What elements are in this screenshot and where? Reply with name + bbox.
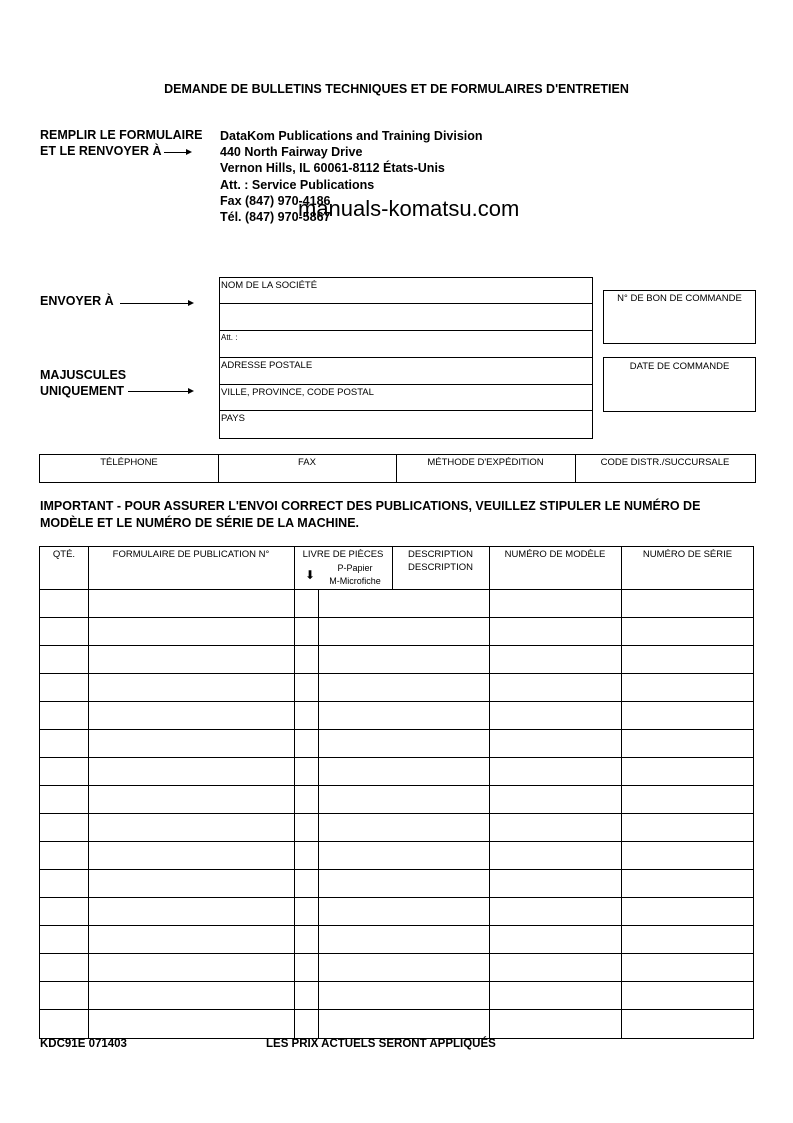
- description-cell[interactable]: [318, 898, 489, 926]
- phone-field[interactable]: TÉLÉPHONE: [100, 457, 158, 468]
- form-number-cell[interactable]: [88, 814, 294, 842]
- table-row: [40, 926, 754, 954]
- form-number-cell[interactable]: [88, 618, 294, 646]
- description-cell[interactable]: [318, 1010, 489, 1038]
- form-number-cell[interactable]: [88, 898, 294, 926]
- form-number-cell[interactable]: [88, 926, 294, 954]
- description-cell[interactable]: [318, 646, 489, 674]
- description-cell[interactable]: [318, 870, 489, 898]
- description-cell[interactable]: [318, 954, 489, 982]
- serial-number-cell[interactable]: [621, 842, 754, 870]
- company-field[interactable]: NOM DE LA SOCIÉTÉ: [221, 280, 318, 291]
- table-row: [40, 674, 754, 702]
- address-line: 440 North Fairway Drive: [220, 145, 363, 160]
- serial-number-cell[interactable]: [621, 674, 754, 702]
- table-row: [40, 730, 754, 758]
- fax-field[interactable]: FAX: [298, 457, 316, 468]
- model-number-cell[interactable]: [489, 730, 621, 758]
- serial-number-cell[interactable]: [621, 870, 754, 898]
- table-row: [40, 618, 754, 646]
- parts-type-cell[interactable]: [294, 674, 318, 702]
- qty-cell[interactable]: [40, 646, 88, 674]
- order-number-field[interactable]: [603, 290, 756, 344]
- send-to-label: ENVOYER À: [40, 294, 114, 308]
- table-row: [40, 898, 754, 926]
- header-qty: QTÉ.: [52, 549, 76, 560]
- parts-type-cell[interactable]: [294, 646, 318, 674]
- description-cell[interactable]: [318, 674, 489, 702]
- header-description: DESCRIPTION: [408, 549, 473, 560]
- table-row: [40, 1010, 754, 1038]
- address-line: Tél. (847) 970-5867: [220, 210, 331, 225]
- parts-type-cell[interactable]: [294, 814, 318, 842]
- table-row: [40, 842, 754, 870]
- arrow-icon: [164, 152, 190, 153]
- model-number-cell[interactable]: [489, 786, 621, 814]
- form-number-cell[interactable]: [88, 758, 294, 786]
- form-number-cell[interactable]: [88, 982, 294, 1010]
- model-number-cell[interactable]: [489, 954, 621, 982]
- serial-number-cell[interactable]: [621, 730, 754, 758]
- order-date-field[interactable]: [603, 357, 756, 412]
- form-code: KDC91E 071403: [40, 1038, 127, 1050]
- qty-cell[interactable]: [40, 590, 88, 618]
- qty-cell[interactable]: [40, 982, 88, 1010]
- paper-option: P-Papier: [337, 563, 373, 573]
- model-number-cell[interactable]: [489, 674, 621, 702]
- postal-address-field[interactable]: ADRESSE POSTALE: [221, 360, 313, 371]
- serial-number-cell[interactable]: [621, 758, 754, 786]
- model-number-cell[interactable]: [489, 870, 621, 898]
- parts-type-cell[interactable]: [294, 590, 318, 618]
- table-row: [40, 982, 754, 1010]
- serial-number-cell[interactable]: [621, 982, 754, 1010]
- serial-number-cell[interactable]: [621, 814, 754, 842]
- serial-number-cell[interactable]: [621, 646, 754, 674]
- table-row: [40, 870, 754, 898]
- serial-number-cell[interactable]: [621, 1010, 754, 1038]
- model-number-cell[interactable]: [489, 590, 621, 618]
- address-line: DataKom Publications and Training Division: [220, 129, 483, 143]
- model-number-cell[interactable]: [489, 758, 621, 786]
- form-number-cell[interactable]: [88, 954, 294, 982]
- qty-cell[interactable]: [40, 618, 88, 646]
- instruction-line2: ET LE RENVOYER À: [40, 144, 162, 158]
- down-arrow-icon: ⬇: [305, 568, 316, 582]
- branch-code-field[interactable]: CODE DISTR./SUCCURSALE: [600, 457, 730, 468]
- description-cell[interactable]: [318, 926, 489, 954]
- parts-type-cell[interactable]: [294, 926, 318, 954]
- order-number-label: N° DE BON DE COMMANDE: [617, 293, 742, 304]
- qty-cell[interactable]: [40, 702, 88, 730]
- table-row: [40, 590, 754, 618]
- table-row: [40, 758, 754, 786]
- form-number-cell[interactable]: [88, 674, 294, 702]
- parts-type-cell[interactable]: [294, 702, 318, 730]
- address-line: Vernon Hills, IL 60061-8112 États-Unis: [220, 161, 445, 176]
- description-cell[interactable]: [318, 590, 489, 618]
- header-form-number: FORMULAIRE DE PUBLICATION N°: [112, 549, 270, 560]
- header-model-number: NUMÉRO DE MODÈLE: [504, 549, 606, 560]
- model-number-cell[interactable]: [489, 1010, 621, 1038]
- model-number-cell[interactable]: [489, 926, 621, 954]
- form-number-cell[interactable]: [88, 842, 294, 870]
- description-cell[interactable]: [318, 982, 489, 1010]
- parts-type-cell[interactable]: [294, 618, 318, 646]
- qty-cell[interactable]: [40, 786, 88, 814]
- description-cell[interactable]: [318, 702, 489, 730]
- header-parts-book: LIVRE DE PIÈCES: [302, 549, 384, 560]
- qty-cell[interactable]: [40, 1010, 88, 1038]
- description-cell[interactable]: [318, 814, 489, 842]
- city-field[interactable]: VILLE, PROVINCE, CODE POSTAL: [221, 387, 374, 398]
- parts-type-cell[interactable]: [294, 786, 318, 814]
- caps-line1: MAJUSCULES: [40, 368, 127, 382]
- arrow-icon: [128, 391, 192, 392]
- table-row: [40, 702, 754, 730]
- shipping-method-field[interactable]: MÉTHODE D'EXPÉDITION: [427, 457, 544, 468]
- table-row: [40, 786, 754, 814]
- description-cell[interactable]: [318, 730, 489, 758]
- prices-note: LES PRIX ACTUELS SERONT APPLIQUÉS: [266, 1038, 496, 1050]
- watermark: manuals-komatsu.com: [298, 196, 520, 221]
- parts-type-cell[interactable]: [294, 898, 318, 926]
- serial-number-cell[interactable]: [621, 954, 754, 982]
- description-cell[interactable]: [318, 618, 489, 646]
- serial-number-cell[interactable]: [621, 786, 754, 814]
- country-field[interactable]: PAYS: [221, 413, 245, 424]
- qty-cell[interactable]: [40, 814, 88, 842]
- model-number-cell[interactable]: [489, 982, 621, 1010]
- form-number-cell[interactable]: [88, 646, 294, 674]
- parts-type-cell[interactable]: [294, 758, 318, 786]
- parts-type-cell[interactable]: [294, 730, 318, 758]
- form-number-cell[interactable]: [88, 702, 294, 730]
- qty-cell[interactable]: [40, 842, 88, 870]
- address-line: Att. : Service Publications: [220, 177, 375, 192]
- qty-cell[interactable]: [40, 954, 88, 982]
- model-number-cell[interactable]: [489, 814, 621, 842]
- parts-type-cell[interactable]: [294, 982, 318, 1010]
- parts-type-cell[interactable]: [294, 954, 318, 982]
- address-line: Fax (847) 970-4186: [220, 193, 331, 208]
- form-number-cell[interactable]: [88, 786, 294, 814]
- important-line1: IMPORTANT - POUR ASSURER L'ENVOI CORRECT DES PUBLICATIONS, VEUILLEZ STIPULER LE NUMÉRO DE: [40, 499, 701, 513]
- important-line2: MODÈLE ET LE NUMÉRO DE SÉRIE DE LA MACHINE.: [40, 516, 360, 530]
- caps-line2: UNIQUEMENT: [40, 384, 125, 398]
- parts-type-cell[interactable]: [294, 1010, 318, 1038]
- instruction-line1: REMPLIR LE FORMULAIRE: [40, 128, 203, 142]
- table-row: [40, 814, 754, 842]
- form-number-cell[interactable]: [88, 870, 294, 898]
- qty-cell[interactable]: [40, 758, 88, 786]
- company-field-line2[interactable]: [221, 306, 591, 328]
- qty-cell[interactable]: [40, 926, 88, 954]
- qty-cell[interactable]: [40, 870, 88, 898]
- serial-number-cell[interactable]: [621, 590, 754, 618]
- serial-number-cell[interactable]: [621, 702, 754, 730]
- page-title: DEMANDE DE BULLETINS TECHNIQUES ET DE FORMULAIRES D'ENTRETIEN: [164, 82, 629, 96]
- arrow-icon: [120, 303, 192, 304]
- header-description-2: DESCRIPTION: [408, 562, 473, 573]
- header-serial-number: NUMÉRO DE SÉRIE: [642, 549, 733, 560]
- table-row: [40, 646, 754, 674]
- model-number-cell[interactable]: [489, 898, 621, 926]
- parts-type-cell[interactable]: [294, 870, 318, 898]
- form-number-cell[interactable]: [88, 590, 294, 618]
- qty-cell[interactable]: [40, 730, 88, 758]
- form-number-cell[interactable]: [88, 1010, 294, 1038]
- form-number-cell[interactable]: [88, 730, 294, 758]
- order-date-label: DATE DE COMMANDE: [629, 361, 730, 372]
- description-cell[interactable]: [318, 842, 489, 870]
- model-number-cell[interactable]: [489, 702, 621, 730]
- qty-cell[interactable]: [40, 674, 88, 702]
- table-row: [40, 954, 754, 982]
- description-cell[interactable]: [318, 758, 489, 786]
- model-number-cell[interactable]: [489, 618, 621, 646]
- att-field[interactable]: Att. :: [221, 333, 238, 342]
- model-number-cell[interactable]: [489, 842, 621, 870]
- model-number-cell[interactable]: [489, 646, 621, 674]
- serial-number-cell[interactable]: [621, 898, 754, 926]
- parts-type-cell[interactable]: [294, 842, 318, 870]
- description-cell[interactable]: [318, 786, 489, 814]
- serial-number-cell[interactable]: [621, 926, 754, 954]
- qty-cell[interactable]: [40, 898, 88, 926]
- serial-number-cell[interactable]: [621, 618, 754, 646]
- microfiche-option: M-Microfiche: [329, 576, 381, 586]
- address-block: [219, 277, 593, 439]
